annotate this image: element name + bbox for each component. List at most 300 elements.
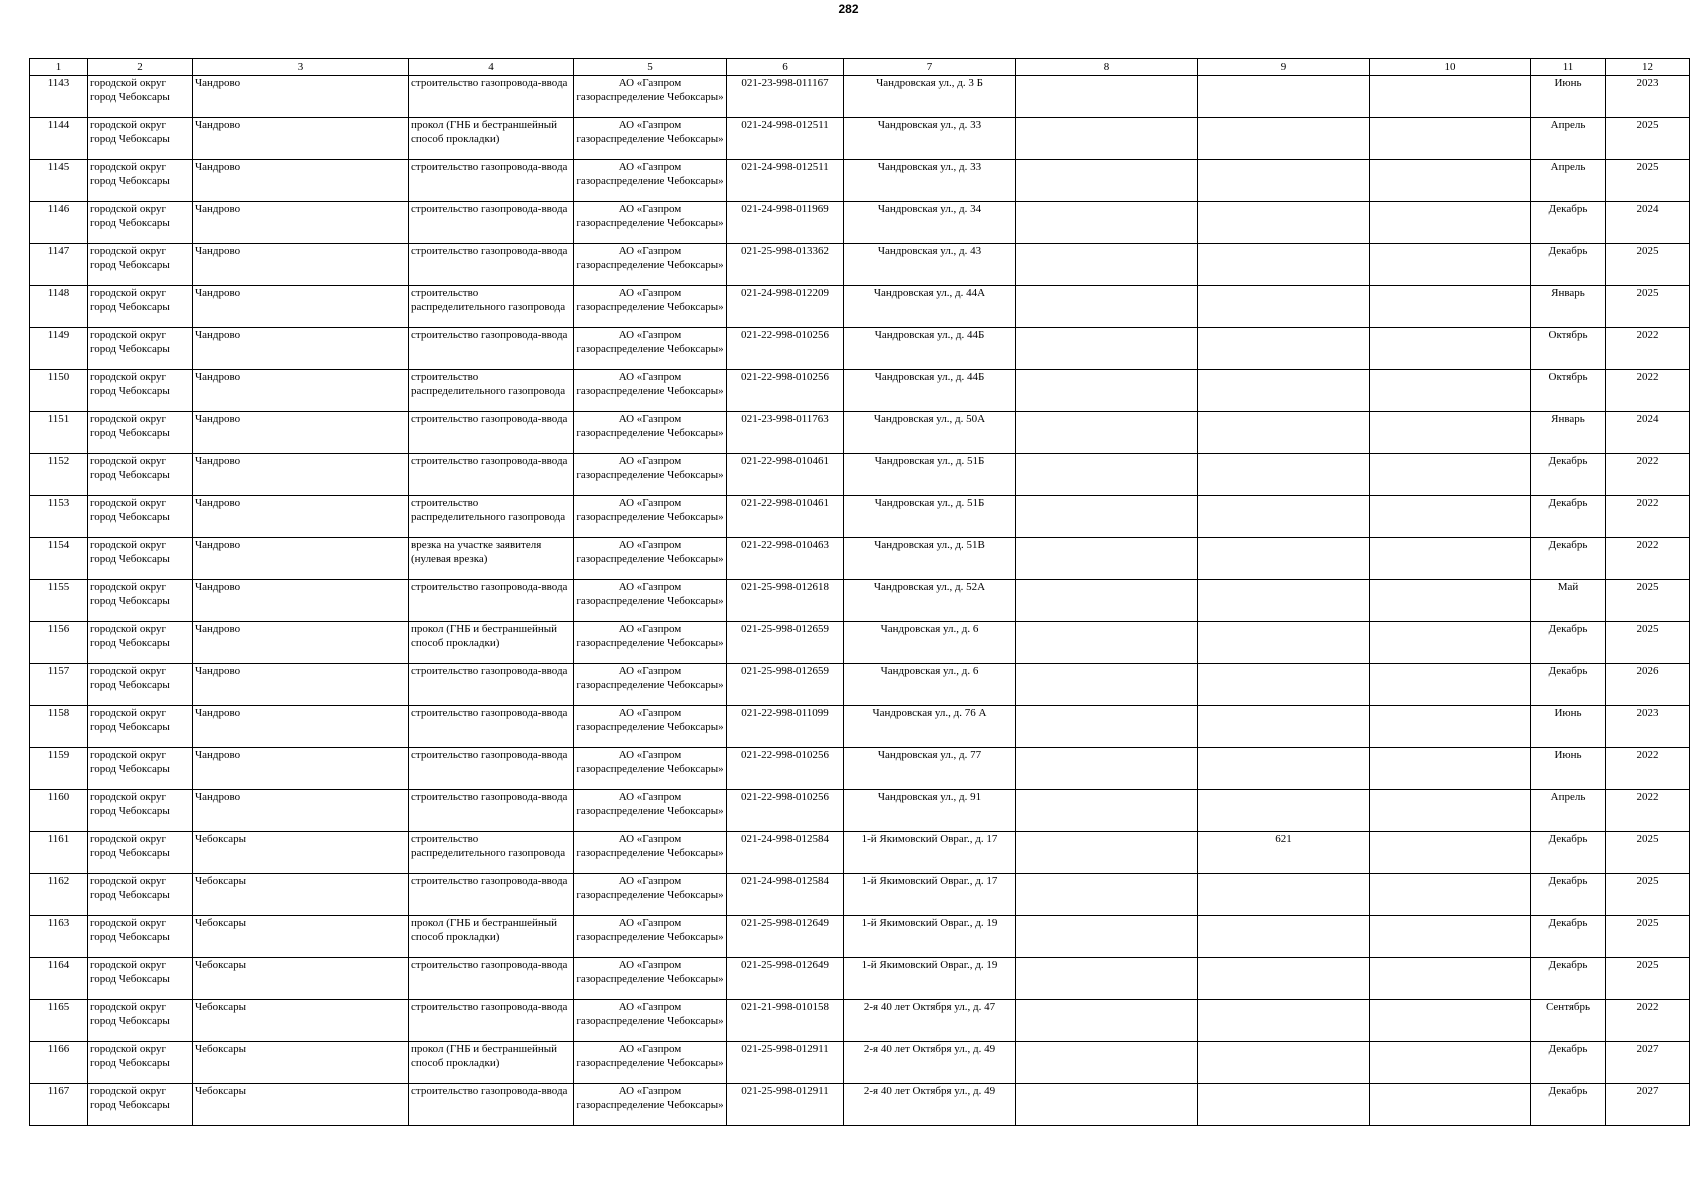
col-year-cell [1606,496,1690,538]
col-application-id-cell [727,286,844,328]
col-application-id-text: 021-22-998-011099 [741,707,829,719]
col-number-text: 1147 [47,245,70,257]
col-10-cell [1370,412,1531,454]
register-table [29,58,1690,1126]
col-application-id-text: 021-22-998-010461 [741,497,829,509]
col-year-text: 2022 [1636,497,1659,509]
table-row [30,286,1690,328]
col-address-text: Чандровская ул., д. 51Б [874,455,985,467]
table-row [30,790,1690,832]
col-9-cell [1198,1084,1370,1126]
col-work-type-text: строительство газопровода-ввода [411,749,568,761]
col-district-text: городской округ город Чебоксары [90,329,170,355]
col-district-cell [88,874,193,916]
col-application-id-text: 021-25-998-013362 [741,245,829,257]
col-organization-cell [574,790,727,832]
col-address-cell [844,496,1016,538]
col-organization-text: АО «Газпром газораспределение Чебоксары» [576,371,724,397]
col-month-text: Сентябрь [1545,1001,1591,1013]
col-month-cell [1531,1000,1606,1042]
col-application-id-cell [727,160,844,202]
col-address-cell [844,370,1016,412]
col-application-id-text: 021-25-998-012659 [741,623,829,635]
table-row [30,832,1690,874]
col-address-text: 1-й Якимовский Овраг., д. 17 [861,875,998,887]
col-address-text: Чандровская ул., д. 77 [877,749,982,761]
col-8-cell [1016,202,1198,244]
col-year-cell [1606,118,1690,160]
col-work-type-text: строительство распределительного газопровода [411,497,566,523]
col-district-cell [88,496,193,538]
col-district-text: городской округ город Чебоксары [90,413,170,439]
col-work-type-cell [409,832,574,874]
col-settlement-text: Чебоксары [195,1085,246,1097]
col-work-type-text: строительство газопровода-ввода [411,245,568,257]
table-row [30,76,1690,118]
col-application-id-text: 021-24-998-012209 [741,287,829,299]
col-settlement-text: Чандрово [195,287,241,299]
col-settlement-text: Чандрово [195,791,241,803]
col-organization-cell [574,76,727,118]
col-month-text: Октябрь [1548,329,1588,341]
col-settlement-cell [193,496,409,538]
col-district-text: городской округ город Чебоксары [90,119,170,145]
col-district-cell [88,454,193,496]
col-work-type-text: строительство газопровода-ввода [411,203,568,215]
table-row [30,328,1690,370]
col-month-cell [1531,958,1606,1000]
col-district-text: городской округ город Чебоксары [90,791,170,817]
col-settlement-text: Чандрово [195,749,241,761]
col-9-cell [1198,160,1370,202]
col-month-cell [1531,748,1606,790]
col-month-cell [1531,202,1606,244]
col-organization-text: АО «Газпром газораспределение Чебоксары» [576,329,724,355]
col-month-text: Декабрь [1548,1043,1588,1055]
col-application-id-text: 021-24-998-012584 [741,875,829,887]
col-settlement-cell [193,706,409,748]
col-address-cell [844,244,1016,286]
col-year-text: 2022 [1636,455,1659,467]
col-9-cell [1198,1042,1370,1084]
col-district-text: городской округ город Чебоксары [90,959,170,985]
col-work-type-text: строительство распределительного газопровода [411,833,566,859]
col-address-cell [844,790,1016,832]
col-district-text: городской округ город Чебоксары [90,917,170,943]
col-month-text: Май [1557,581,1579,593]
col-address-cell [844,76,1016,118]
col-settlement-text: Чебоксары [195,917,246,929]
col-8-cell [1016,832,1198,874]
col-organization-cell [574,202,727,244]
col-application-id-text: 021-24-998-012584 [741,833,829,845]
col-number-text: 1156 [47,623,70,635]
col-address-text: Чандровская ул., д. 3 Б [876,77,983,89]
col-address-text: Чандровская ул., д. 91 [877,791,982,803]
col-settlement-cell [193,76,409,118]
col-month-cell [1531,118,1606,160]
col-9-cell [1198,370,1370,412]
col-settlement-cell [193,580,409,622]
col-district-text: городской округ город Чебоксары [90,833,170,859]
col-address-cell [844,202,1016,244]
col-year-text: 2025 [1636,875,1659,887]
col-9-cell [1198,748,1370,790]
col-application-id-text: 021-22-998-010256 [741,371,829,383]
col-month-cell [1531,160,1606,202]
col-district-cell [88,622,193,664]
col-number-text: 1149 [47,329,70,341]
col-district-text: городской округ город Чебоксары [90,581,170,607]
col-year-text: 2025 [1636,917,1659,929]
col-work-type-text: врезка на участке заявителя (нулевая врезка) [411,539,542,565]
col-year-cell [1606,370,1690,412]
col-year-text: 2025 [1636,245,1659,257]
col-work-type-text: прокол (ГНБ и бестраншейный способ прокладки) [411,119,558,145]
col-district-text: городской округ город Чебоксары [90,203,170,229]
col-10-cell [1370,1084,1531,1126]
col-application-id-cell [727,202,844,244]
col-organization-text: АО «Газпром газораспределение Чебоксары» [576,623,724,649]
col-8-cell [1016,118,1198,160]
col-organization-cell [574,874,727,916]
col-district-cell [88,118,193,160]
col-organization-text: АО «Газпром газораспределение Чебоксары» [576,1043,724,1069]
col-application-id-cell [727,958,844,1000]
col-address-cell [844,916,1016,958]
col-settlement-text: Чебоксары [195,1043,246,1055]
col-organization-text: АО «Газпром газораспределение Чебоксары» [576,581,724,607]
col-number-cell [30,1084,88,1126]
col-work-type-cell [409,958,574,1000]
col-application-id-text: 021-22-998-010463 [741,539,829,551]
col-application-id-cell [727,412,844,454]
table-row [30,1042,1690,1084]
col-work-type-text: строительство газопровода-ввода [411,791,568,803]
col-work-type-text: строительство газопровода-ввода [411,581,568,593]
col-9-cell [1198,790,1370,832]
col-work-type-cell [409,370,574,412]
col-10-cell [1370,496,1531,538]
col-number-cell [30,874,88,916]
col-settlement-cell [193,244,409,286]
col-organization-text: АО «Газпром газораспределение Чебоксары» [576,497,724,523]
col-10-cell [1370,538,1531,580]
col-year-text: 2024 [1636,203,1659,215]
header-row [30,59,1690,76]
col-settlement-cell [193,1084,409,1126]
col-address-cell [844,622,1016,664]
col-organization-cell [574,706,727,748]
col-address-cell [844,664,1016,706]
col-organization-cell [574,118,727,160]
col-8-cell [1016,1042,1198,1084]
col-address-text: Чандровская ул., д. 44Б [874,371,985,383]
col-month-cell [1531,664,1606,706]
col-district-text: городской округ город Чебоксары [90,539,170,565]
col-district-cell [88,538,193,580]
col-8-cell [1016,76,1198,118]
col-application-id-text: 021-25-998-012911 [741,1043,829,1055]
col-settlement-cell [193,370,409,412]
col-year-cell [1606,748,1690,790]
col-year-text: 2025 [1636,833,1659,845]
col-work-type-cell [409,706,574,748]
col-number-cell [30,412,88,454]
col-organization-cell [574,160,727,202]
col-work-type-cell [409,1000,574,1042]
col-9-cell [1198,328,1370,370]
header-col-application-id: 6 [727,59,844,76]
col-application-id-cell [727,832,844,874]
col-10-cell [1370,160,1531,202]
col-8-cell [1016,790,1198,832]
col-settlement-cell [193,748,409,790]
col-number-text: 1160 [47,791,70,803]
col-8-cell [1016,370,1198,412]
col-year-text: 2023 [1636,707,1659,719]
col-organization-cell [574,580,727,622]
col-work-type-cell [409,538,574,580]
col-9-cell [1198,916,1370,958]
col-organization-text: АО «Газпром газораспределение Чебоксары» [576,287,724,313]
col-application-id-cell [727,874,844,916]
col-address-text: Чандровская ул., д. 6 [880,623,979,635]
col-organization-cell [574,244,727,286]
col-district-cell [88,706,193,748]
col-work-type-cell [409,1084,574,1126]
col-number-cell [30,748,88,790]
col-organization-text: АО «Газпром газораспределение Чебоксары» [576,665,724,691]
col-application-id-cell [727,1042,844,1084]
col-8-cell [1016,748,1198,790]
col-year-text: 2025 [1636,119,1659,131]
col-month-cell [1531,1084,1606,1126]
col-organization-text: АО «Газпром газораспределение Чебоксары» [576,539,724,565]
col-address-text: Чандровская ул., д. 44А [873,287,986,299]
col-month-text: Декабрь [1548,833,1588,845]
col-month-cell [1531,874,1606,916]
col-10-cell [1370,748,1531,790]
col-application-id-cell [727,790,844,832]
col-year-cell [1606,832,1690,874]
col-organization-cell [574,496,727,538]
col-number-text: 1157 [47,665,70,677]
header-col-8: 8 [1016,59,1198,76]
col-work-type-text: прокол (ГНБ и бестраншейный способ прокладки) [411,623,558,649]
col-10-cell [1370,370,1531,412]
col-organization-cell [574,1084,727,1126]
col-address-text: 1-й Якимовский Овраг., д. 19 [861,917,998,929]
col-district-cell [88,160,193,202]
col-address-text: Чандровская ул., д. 51Б [874,497,985,509]
col-work-type-cell [409,664,574,706]
col-district-cell [88,76,193,118]
header-col-district: 2 [88,59,193,76]
col-month-cell [1531,454,1606,496]
col-application-id-text: 021-25-998-012659 [741,665,829,677]
col-address-text: Чандровская ул., д. 6 [880,665,979,677]
col-address-text: Чандровская ул., д. 33 [877,161,982,173]
table-row [30,706,1690,748]
col-9-cell [1198,1000,1370,1042]
table-row [30,202,1690,244]
col-month-cell [1531,370,1606,412]
col-month-text: Декабрь [1548,245,1588,257]
col-settlement-cell [193,916,409,958]
table-row [30,622,1690,664]
col-settlement-text: Чандрово [195,707,241,719]
col-application-id-cell [727,1000,844,1042]
col-application-id-cell [727,1084,844,1126]
col-address-cell [844,118,1016,160]
col-settlement-text: Чандрово [195,455,241,467]
col-year-cell [1606,874,1690,916]
col-address-cell [844,580,1016,622]
col-month-text: Декабрь [1548,1085,1588,1097]
col-settlement-cell [193,538,409,580]
col-work-type-cell [409,622,574,664]
col-year-cell [1606,622,1690,664]
table-row [30,412,1690,454]
col-month-text: Апрель [1550,119,1586,131]
col-month-text: Январь [1551,287,1585,299]
col-number-text: 1158 [47,707,70,719]
col-work-type-cell [409,160,574,202]
col-organization-cell [574,1042,727,1084]
col-address-cell [844,412,1016,454]
col-settlement-cell [193,790,409,832]
col-month-text: Декабрь [1548,959,1588,971]
col-number-cell [30,622,88,664]
table-row [30,1084,1690,1126]
col-address-cell [844,160,1016,202]
col-10-cell [1370,832,1531,874]
col-district-text: городской округ город Чебоксары [90,287,170,313]
col-8-cell [1016,328,1198,370]
col-address-text: Чандровская ул., д. 44Б [874,329,985,341]
col-work-type-text: строительство распределительного газопровода [411,371,566,397]
col-number-cell [30,202,88,244]
col-number-text: 1153 [47,497,70,509]
col-address-text: Чандровская ул., д. 52А [873,581,986,593]
col-district-cell [88,748,193,790]
col-application-id-cell [727,538,844,580]
col-year-cell [1606,664,1690,706]
col-9-cell [1198,832,1370,874]
table-row [30,580,1690,622]
col-9-cell [1198,622,1370,664]
table-row [30,1000,1690,1042]
col-settlement-cell [193,202,409,244]
col-settlement-text: Чандрово [195,623,241,635]
col-organization-text: АО «Газпром газораспределение Чебоксары» [576,119,724,145]
col-month-cell [1531,286,1606,328]
col-organization-text: АО «Газпром газораспределение Чебоксары» [576,707,724,733]
col-number-text: 1165 [47,1001,70,1013]
col-year-cell [1606,1000,1690,1042]
col-number-cell [30,76,88,118]
col-district-cell [88,1042,193,1084]
col-work-type-text: строительство газопровода-ввода [411,959,568,971]
col-month-cell [1531,496,1606,538]
col-district-cell [88,916,193,958]
col-number-cell [30,244,88,286]
col-settlement-cell [193,412,409,454]
header-col-10: 10 [1370,59,1531,76]
col-work-type-cell [409,916,574,958]
col-district-text: городской округ город Чебоксары [90,455,170,481]
col-settlement-cell [193,1000,409,1042]
col-application-id-text: 021-24-998-012511 [741,119,829,131]
col-address-cell [844,748,1016,790]
col-work-type-cell [409,118,574,160]
col-organization-text: АО «Газпром газораспределение Чебоксары» [576,833,724,859]
table-row [30,496,1690,538]
col-district-text: городской округ город Чебоксары [90,371,170,397]
col-month-text: Декабрь [1548,203,1588,215]
header-col-address: 7 [844,59,1016,76]
col-application-id-text: 021-25-998-012649 [741,917,829,929]
table-row [30,916,1690,958]
col-address-text: Чандровская ул., д. 43 [877,245,982,257]
table-row [30,748,1690,790]
col-application-id-text: 021-25-998-012649 [741,959,829,971]
col-year-text: 2027 [1636,1043,1659,1055]
col-9-cell [1198,244,1370,286]
table-row [30,160,1690,202]
col-10-cell [1370,790,1531,832]
col-number-cell [30,958,88,1000]
col-settlement-text: Чебоксары [195,959,246,971]
col-settlement-text: Чандрово [195,203,241,215]
col-year-text: 2026 [1636,665,1659,677]
col-number-text: 1161 [47,833,70,845]
col-work-type-text: прокол (ГНБ и бестраншейный способ прокладки) [411,1043,558,1069]
col-organization-cell [574,454,727,496]
col-settlement-cell [193,832,409,874]
col-work-type-text: строительство газопровода-ввода [411,329,568,341]
col-settlement-text: Чебоксары [195,875,246,887]
col-work-type-cell [409,202,574,244]
col-district-text: городской округ город Чебоксары [90,1085,170,1111]
col-8-cell [1016,454,1198,496]
col-year-text: 2022 [1636,329,1659,341]
col-organization-text: АО «Газпром газораспределение Чебоксары» [576,245,724,271]
col-organization-text: АО «Газпром газораспределение Чебоксары» [576,161,724,187]
col-8-cell [1016,1000,1198,1042]
col-9-cell [1198,286,1370,328]
col-work-type-text: прокол (ГНБ и бестраншейный способ прокладки) [411,917,558,943]
col-9-cell [1198,76,1370,118]
col-district-text: городской округ город Чебоксары [90,497,170,523]
col-8-cell [1016,580,1198,622]
col-8-cell [1016,412,1198,454]
col-address-text: 2-я 40 лет Октября ул., д. 49 [863,1085,996,1097]
col-9-cell [1198,874,1370,916]
col-10-cell [1370,580,1531,622]
header-col-number: 1 [30,59,88,76]
col-10-cell [1370,1042,1531,1084]
col-year-text: 2023 [1636,77,1659,89]
col-number-cell [30,916,88,958]
col-year-cell [1606,790,1690,832]
col-month-text: Декабрь [1548,665,1588,677]
header-col-month: 11 [1531,59,1606,76]
col-settlement-text: Чандрово [195,329,241,341]
col-work-type-text: строительство газопровода-ввода [411,77,568,89]
col-district-cell [88,832,193,874]
